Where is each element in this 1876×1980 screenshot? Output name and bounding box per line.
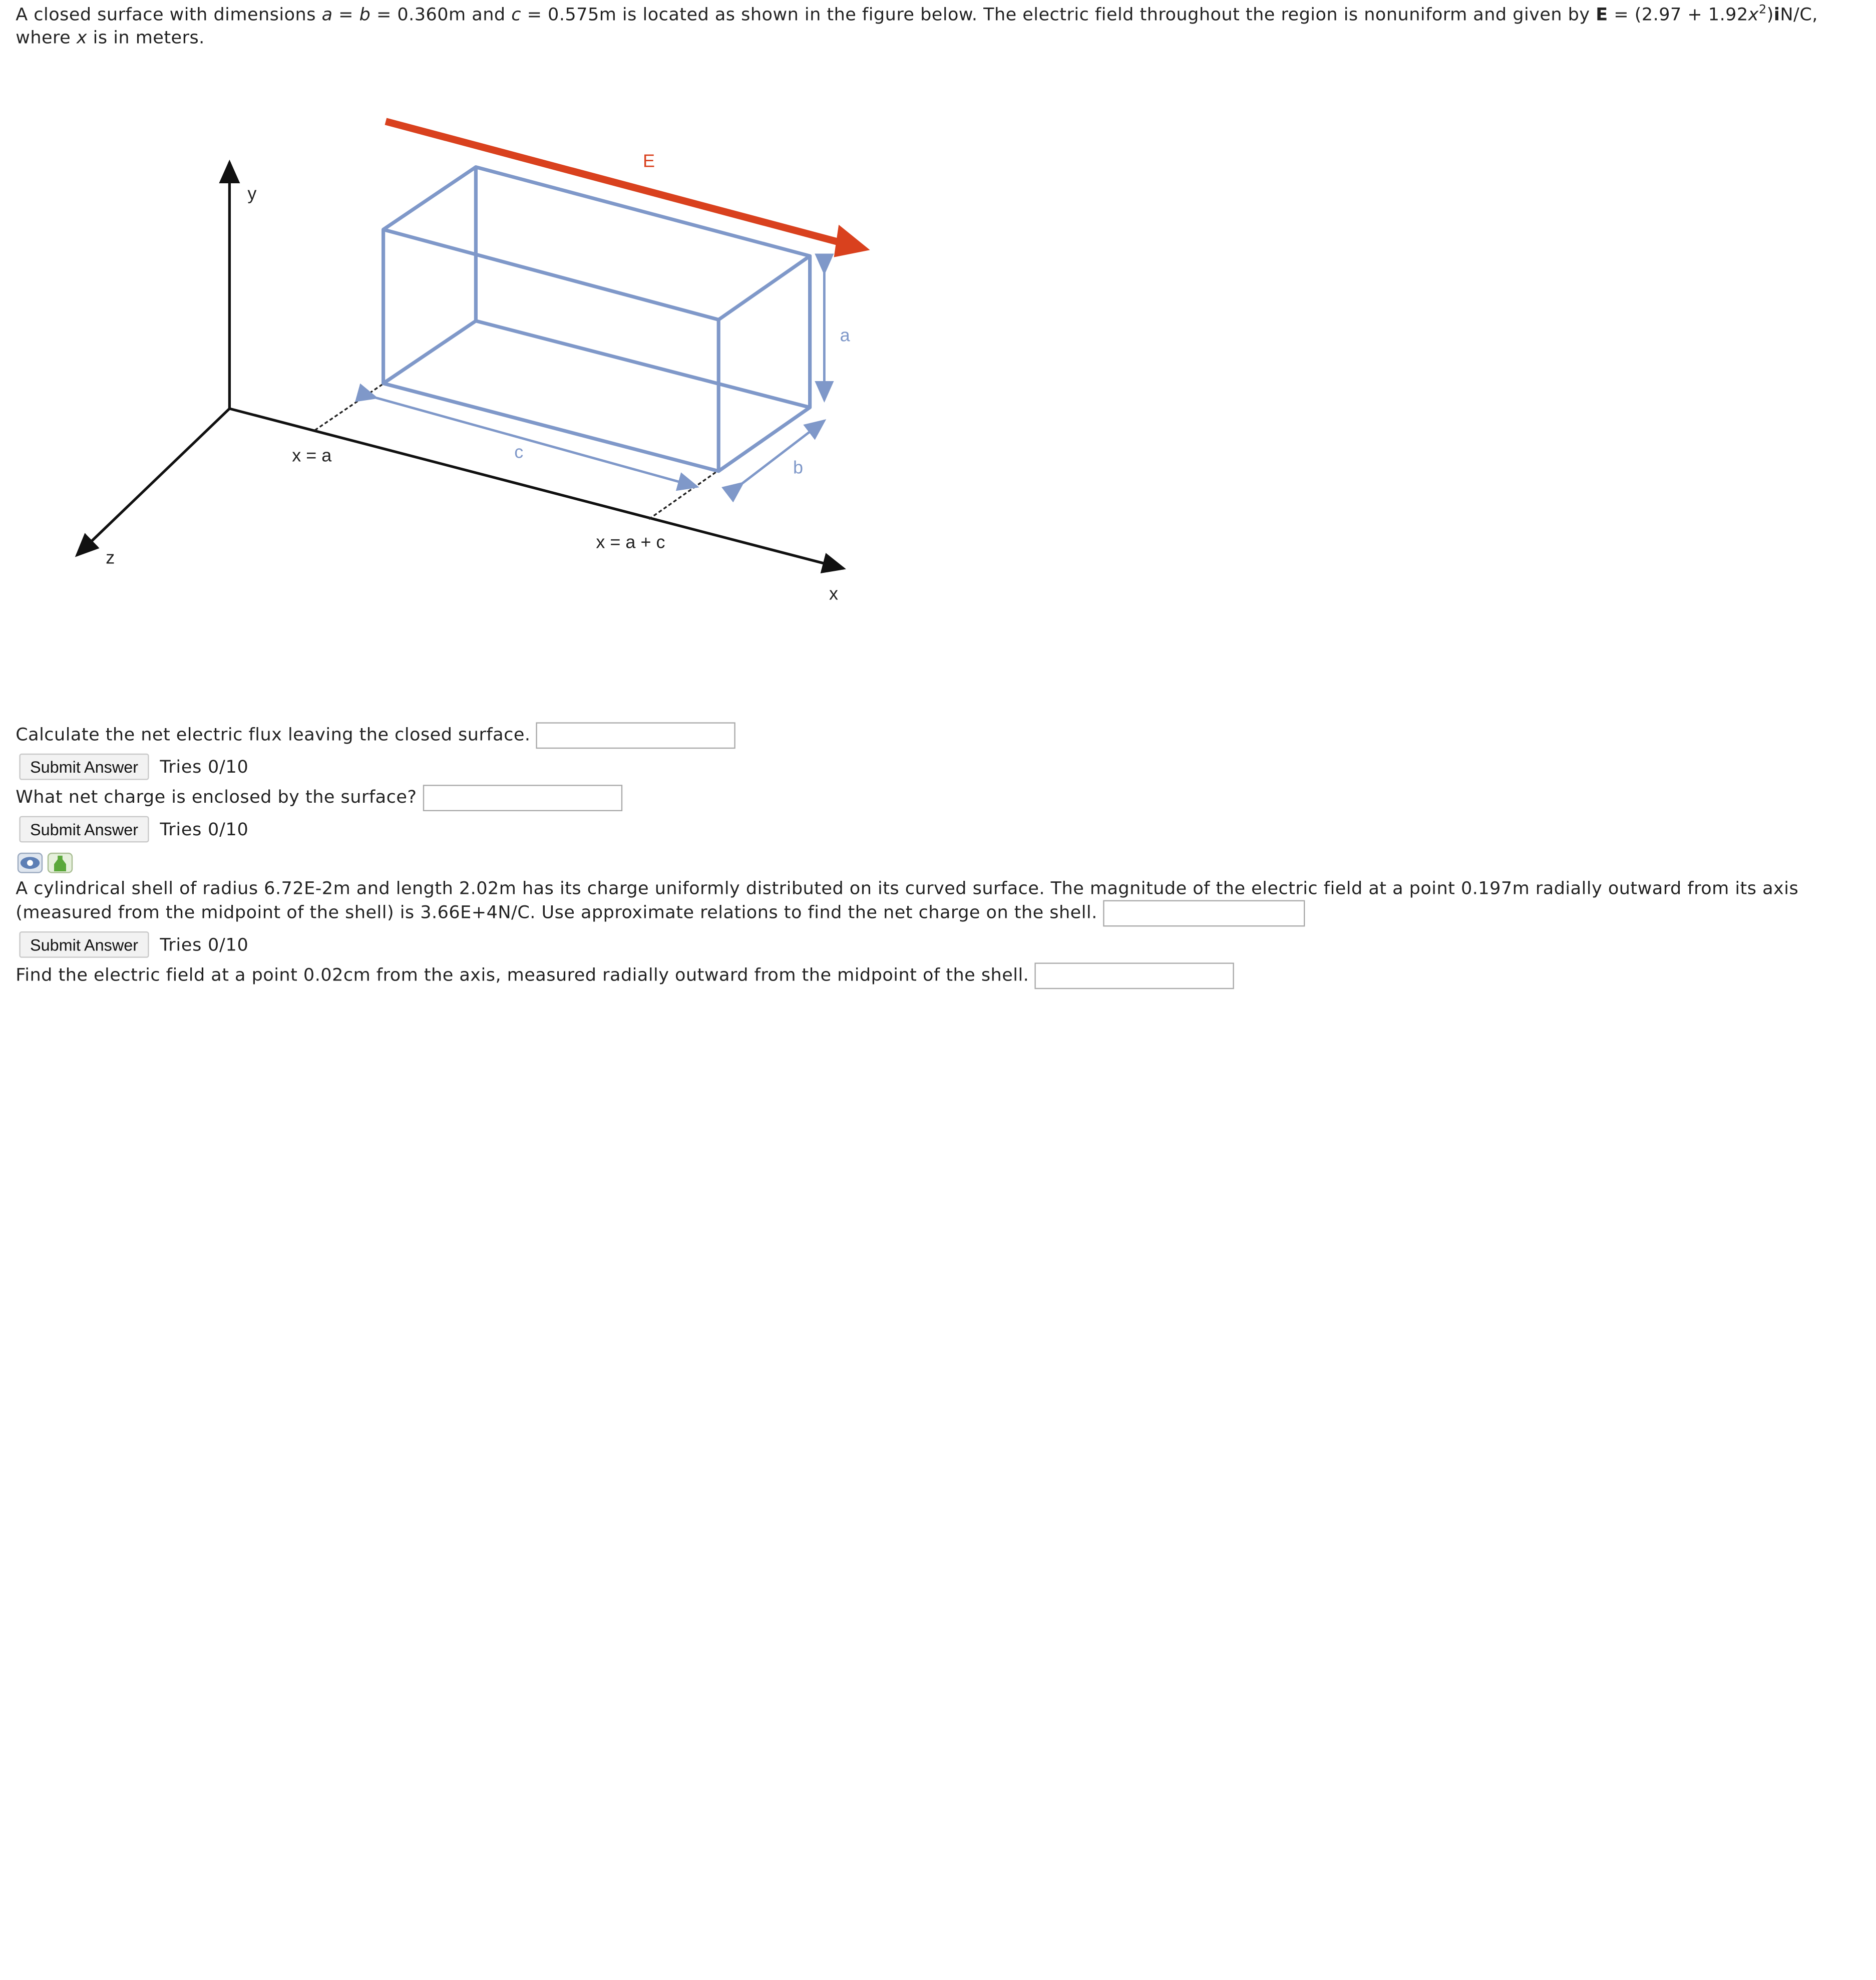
answer-input-flux[interactable] [536, 722, 735, 749]
question-charge [16, 785, 622, 811]
submit-answer-button[interactable]: Submit Answer [19, 754, 149, 780]
intro-text: = 0.575m is located as shown in the figure below. The electric field throughout the region is nonuniform and given by [521, 5, 1596, 26]
question-field-inside-text: Find the electric field at a point 0.02cm from the axis, measured radially outward from the midpoint of the shell. [16, 965, 1029, 986]
label-x: x [829, 583, 839, 604]
question-flux-text: Calculate the net electric flux leaving the closed surface. [16, 725, 531, 745]
var-b: b [359, 5, 371, 26]
submit-row-flux [19, 754, 248, 780]
superscript-2: 2 [1758, 4, 1767, 17]
label-x-equals-a-plus-c: x = a + c [596, 531, 665, 552]
bold-i: i [1773, 5, 1780, 26]
discussion-eye-icon[interactable] [17, 851, 44, 875]
x-axis [229, 409, 843, 568]
intro-text: = 0.360m and [370, 5, 512, 26]
submit-row-cylinder-charge [19, 931, 248, 958]
answer-input-cylinder-charge[interactable] [1103, 900, 1305, 927]
label-b: b [793, 457, 804, 478]
z-axis [77, 409, 230, 555]
label-x-equals-a: x = a [292, 445, 332, 466]
question-flux [16, 722, 736, 749]
var-x: x [1748, 5, 1759, 26]
label-c: c [514, 441, 524, 462]
dimension-c-arrow [376, 398, 697, 487]
submit-answer-button[interactable]: Submit Answer [19, 816, 149, 843]
label-E: E [643, 150, 655, 171]
dashed-connector [315, 385, 382, 430]
bold-E: E [1596, 5, 1608, 26]
var-c: c [511, 5, 521, 26]
label-z: z [106, 547, 115, 568]
tries-counter: Tries 0/10 [160, 756, 249, 777]
closed-surface-figure [48, 96, 913, 625]
submit-answer-button[interactable]: Submit Answer [19, 931, 149, 958]
tries-counter: Tries 0/10 [160, 934, 249, 955]
intro-text: = [332, 5, 359, 26]
intro-text: A closed surface with dimensions [16, 5, 322, 26]
question-field-inside [16, 962, 1235, 989]
question-cylinder-charge-text: A cylindrical shell of radius 6.72E-2m and length 2.02m has its charge uniformly distributed on its curved surface. The magnitude of the electric field at a point 0.197m radially outward from its axis (measured from the midpoint of the shell) is 3.66E+4N/C. Use approximate relations to find the net charge on the shell. [16, 878, 1799, 923]
closed-surface-box [384, 167, 810, 471]
label-y: y [247, 183, 257, 204]
intro-text: N/C, where [16, 5, 1818, 48]
submit-row-charge [19, 816, 248, 843]
electric-field-arrowhead [834, 225, 870, 257]
var-a: a [321, 5, 333, 26]
tries-counter: Tries 0/10 [160, 819, 249, 840]
hint-bottle-icon[interactable] [47, 851, 74, 875]
problem-statement [16, 0, 1854, 50]
problem-icons [17, 851, 74, 875]
answer-input-field-inside[interactable] [1035, 962, 1234, 989]
label-a: a [840, 324, 850, 346]
var-x: x [76, 27, 88, 48]
intro-text: = (2.97 + 1.92 [1608, 5, 1748, 26]
answer-input-charge[interactable] [423, 785, 622, 811]
question-cylinder-charge [16, 877, 1860, 926]
dimension-b-arrow [742, 421, 824, 483]
dashed-connector [649, 471, 717, 519]
intro-text: ) [1766, 5, 1774, 26]
intro-text: is in meters. [87, 27, 205, 48]
question-charge-text: What net charge is enclosed by the surface? [16, 787, 417, 808]
